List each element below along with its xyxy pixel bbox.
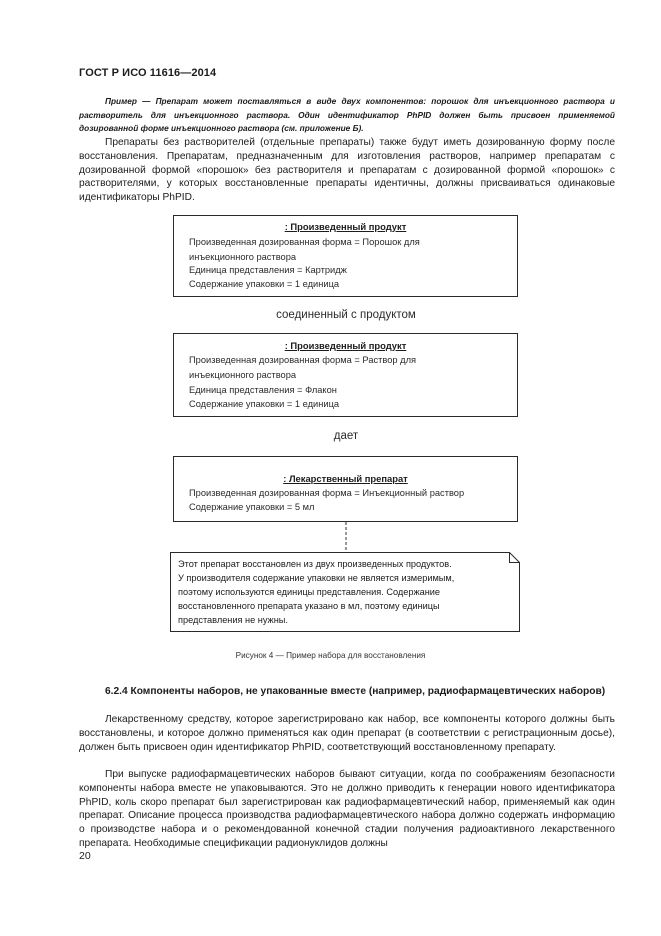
medicinal-product-box [173,456,518,522]
annotation-note [170,552,520,632]
product-box-1-line: Произведенная дозированная форма = Порошок для [189,237,420,247]
medicinal-product-box-title: : Лекарственный препарат [283,473,408,484]
product-box-1-line: Содержание упаковки = 1 единица [189,279,340,289]
note-line: восстановленного препарата указано в мл, поэтому единицы [178,601,440,611]
product-box-2-line: инъекционного раствора [189,370,297,380]
note-line: У производителя содержание упаковки не является измеримым, [178,573,455,583]
note-line: представления не нужны. [178,615,288,625]
product-box-1-title: : Произведенный продукт [284,221,407,232]
product-box-2-line: Единица представления = Флакон [189,385,337,395]
note-line: Этот препарат восстановлен из двух произведенных продуктов. [178,559,452,569]
product-box-1 [173,215,518,297]
connector-label-1: соединенный с продуктом [276,309,416,321]
section-heading: 6.2.4 Компоненты наборов, не упакованные вместе (например, радиофармацевтических наборов) [105,686,606,697]
product-box-1-line: Единица представления = Картридж [189,265,347,275]
dashed-connector [340,522,352,554]
page-number: 20 [79,850,91,862]
product-box-1-line: инъекционного раствора [189,252,297,262]
product-box-2-line: Содержание упаковки = 1 единица [189,399,340,409]
connector-label-2: дает [333,430,359,442]
product-box-2-title: : Произведенный продукт [284,340,407,351]
product-box-2 [173,333,518,417]
example-note: Пример — Препарат может поставляться в виде двух компонентов: порошок для инъекционного раствора и растворитель для инъекционного раствора. Один идентификатор PhPID должен быть присвоен применяемой дозированной форме инъекционного раствора (см. приложение Б). [79,96,615,134]
medicinal-product-box-line: Произведенная дозированная форма = Инъекционный раствор [189,488,465,498]
note-line: поэтому используются единицы представления. Содержание [178,587,441,597]
document-header: ГОСТ Р ИСО 11616—2014 [79,67,217,79]
paragraph-2: Лекарственному средству, которое зарегистрировано как набор, все компоненты которого должны быть восстановлены, и которое должно применяться как один препарат (в соответствии с регистрационным досье), должен быть присвоен один идентификатор PhPID, соответствующий восстановленному препарату. [79,714,615,753]
medicinal-product-box-line: Содержание упаковки = 5 мл [189,502,315,512]
paragraph-1: Препараты без растворителей (отдельные препараты) также будут иметь дозированную форму после восстановления. Препаратам, предназначенным для изготовления растворов, например препаратам с дозированной формой «порошок» без растворителя и препаратам с дозированной формой «порошок» с растворителями, у которых восстановленные препараты идентичны, должны присваиваться одинаковые идентификаторы PhPID. [79,137,615,204]
product-box-2-line: Произведенная дозированная форма = Раствор для [189,355,417,365]
paragraph-3: При выпуске радиофармацевтических наборов бывают ситуации, когда по соображениям безопасности компоненты набора вместе не упаковываются. Это не должно приводить к генерации нового идентификатора PhPID, коль скоро препарат был зарегистрирован как радиофармацевтический набор, применяемый как один препарат. Описание процесса производства радиофармацевтического набора должно содержать информацию о производстве набора и о рекомендованной конечной стадии получения радиоактивного лекарственного препарата. Необходимые спецификации радионуклидов должны [79,769,615,849]
figure-caption: Рисунок 4 — Пример набора для восстановления [235,651,426,660]
